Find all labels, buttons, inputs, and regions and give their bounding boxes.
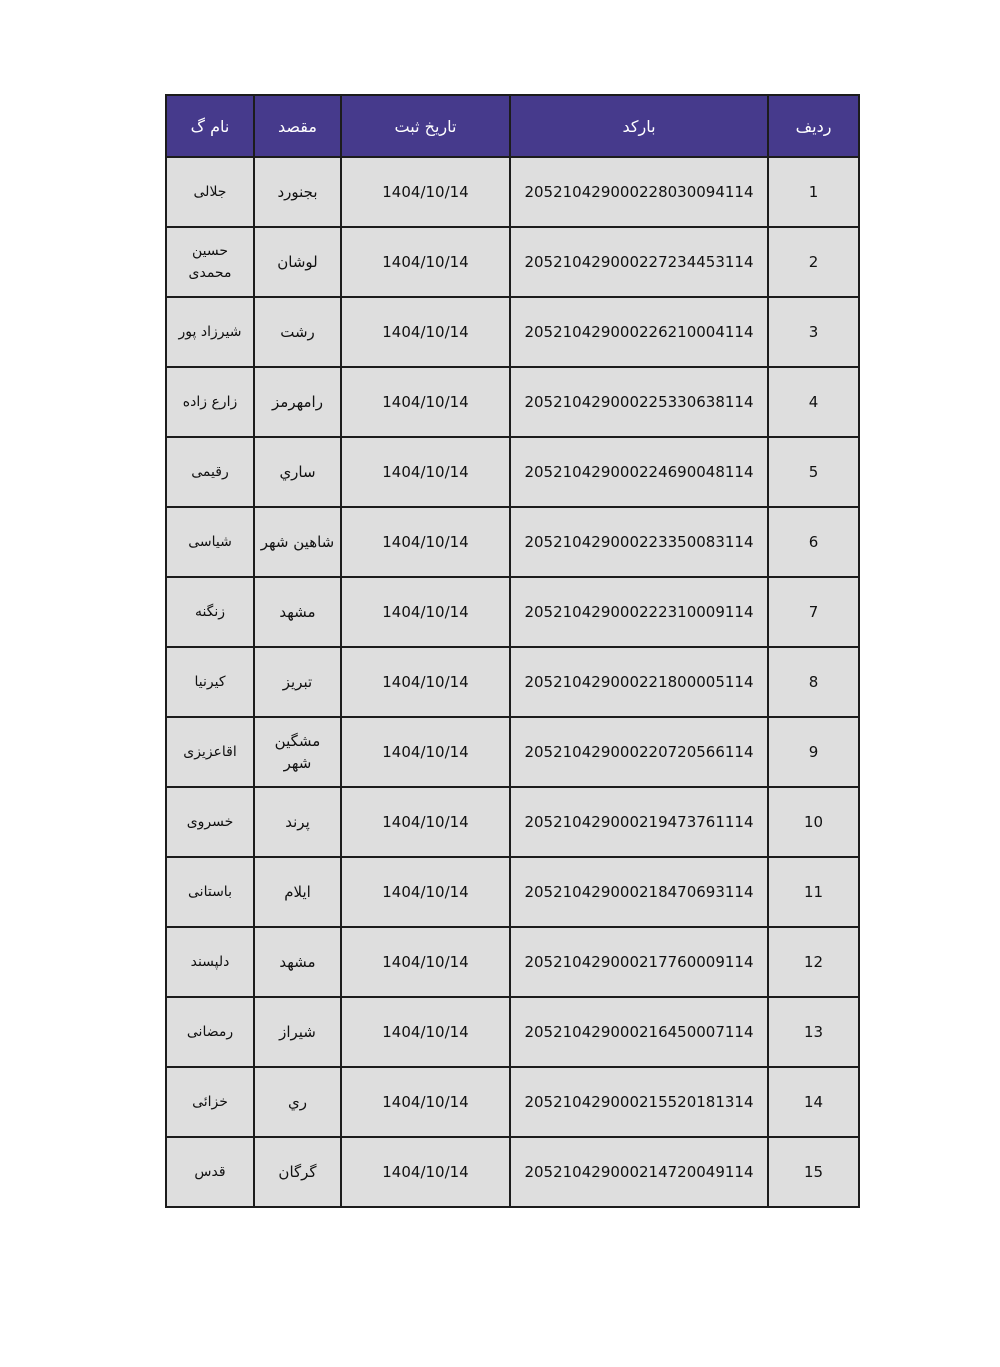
table-row: [166, 297, 859, 367]
header-destination: مقصد: [254, 95, 341, 157]
barcode-cell: 205210429000223350083114: [510, 507, 768, 577]
row-number: 3: [768, 297, 859, 367]
destination-cell: ایلام: [254, 857, 341, 927]
row-number: 2: [768, 227, 859, 297]
destination-cell: لوشان: [254, 227, 341, 297]
destination-cell: شیراز: [254, 997, 341, 1067]
table-header-row: [166, 95, 859, 157]
name-cell: قدس: [166, 1137, 254, 1207]
name-cell: اقاعزیزی: [166, 717, 254, 787]
destination-cell: ري: [254, 1067, 341, 1137]
table-row: [166, 157, 859, 227]
name-cell: خزائی: [166, 1067, 254, 1137]
barcode-cell: 205210429000219473761114: [510, 787, 768, 857]
name-cell: زارع زاده: [166, 367, 254, 437]
destination-cell: گرگان: [254, 1137, 341, 1207]
date-cell: 1404/10/14: [341, 367, 510, 437]
header-barcode: بارکد: [510, 95, 768, 157]
date-cell: 1404/10/14: [341, 857, 510, 927]
name-cell: خسروی: [166, 787, 254, 857]
date-cell: 1404/10/14: [341, 1137, 510, 1207]
barcode-cell: 205210429000214720049114: [510, 1137, 768, 1207]
destination-cell: پرند: [254, 787, 341, 857]
header-date: تاریخ ثبت: [341, 95, 510, 157]
name-cell: شیرزاد پور: [166, 297, 254, 367]
barcode-cell: 205210429000226210004114: [510, 297, 768, 367]
row-number: 12: [768, 927, 859, 997]
row-number: 10: [768, 787, 859, 857]
shipment-table-container: [165, 94, 858, 1208]
barcode-cell: 205210429000216450007114: [510, 997, 768, 1067]
date-cell: 1404/10/14: [341, 787, 510, 857]
row-number: 5: [768, 437, 859, 507]
table-row: [166, 1137, 859, 1207]
barcode-cell: 205210429000225330638114: [510, 367, 768, 437]
destination-cell: رشت: [254, 297, 341, 367]
row-number: 15: [768, 1137, 859, 1207]
table-row: [166, 647, 859, 717]
name-cell: حسین محمدی: [166, 227, 254, 297]
table-row: [166, 857, 859, 927]
name-cell: کیرنیا: [166, 647, 254, 717]
date-cell: 1404/10/14: [341, 227, 510, 297]
header-radif: ردیف: [768, 95, 859, 157]
barcode-cell: 205210429000215520181314: [510, 1067, 768, 1137]
row-number: 6: [768, 507, 859, 577]
shipment-table: [165, 94, 860, 1208]
table-row: [166, 507, 859, 577]
barcode-cell: 205210429000224690048114: [510, 437, 768, 507]
date-cell: 1404/10/14: [341, 157, 510, 227]
destination-cell: شاهین شهر: [254, 507, 341, 577]
name-cell: باستانی: [166, 857, 254, 927]
destination-cell: مشگین شهر: [254, 717, 341, 787]
name-cell: شیاسی: [166, 507, 254, 577]
destination-cell: مشهد: [254, 927, 341, 997]
row-number: 7: [768, 577, 859, 647]
table-row: [166, 577, 859, 647]
date-cell: 1404/10/14: [341, 997, 510, 1067]
barcode-cell: 205210429000227234453114: [510, 227, 768, 297]
table-row: [166, 997, 859, 1067]
destination-cell: رامهرمز: [254, 367, 341, 437]
name-cell: رمضانی: [166, 997, 254, 1067]
table-row: [166, 927, 859, 997]
row-number: 13: [768, 997, 859, 1067]
table-row: [166, 1067, 859, 1137]
destination-cell: مشهد: [254, 577, 341, 647]
date-cell: 1404/10/14: [341, 717, 510, 787]
barcode-cell: 205210429000218470693114: [510, 857, 768, 927]
table-row: [166, 787, 859, 857]
table-row: [166, 437, 859, 507]
row-number: 8: [768, 647, 859, 717]
name-cell: زنگنه: [166, 577, 254, 647]
barcode-cell: 205210429000220720566114: [510, 717, 768, 787]
row-number: 11: [768, 857, 859, 927]
name-cell: جلالی: [166, 157, 254, 227]
barcode-cell: 205210429000217760009114: [510, 927, 768, 997]
table-row: [166, 367, 859, 437]
row-number: 14: [768, 1067, 859, 1137]
table-row: [166, 717, 859, 787]
date-cell: 1404/10/14: [341, 1067, 510, 1137]
header-name: نام گ: [166, 95, 254, 157]
date-cell: 1404/10/14: [341, 297, 510, 367]
barcode-cell: 205210429000221800005114: [510, 647, 768, 717]
date-cell: 1404/10/14: [341, 577, 510, 647]
date-cell: 1404/10/14: [341, 437, 510, 507]
row-number: 1: [768, 157, 859, 227]
barcode-cell: 205210429000228030094114: [510, 157, 768, 227]
name-cell: دلپسند: [166, 927, 254, 997]
barcode-cell: 205210429000222310009114: [510, 577, 768, 647]
table-row: [166, 227, 859, 297]
date-cell: 1404/10/14: [341, 927, 510, 997]
name-cell: رقیمی: [166, 437, 254, 507]
destination-cell: ساري: [254, 437, 341, 507]
date-cell: 1404/10/14: [341, 507, 510, 577]
table-body: [166, 157, 859, 1207]
row-number: 4: [768, 367, 859, 437]
row-number: 9: [768, 717, 859, 787]
date-cell: 1404/10/14: [341, 647, 510, 717]
destination-cell: تبریز: [254, 647, 341, 717]
destination-cell: بجنورد: [254, 157, 341, 227]
